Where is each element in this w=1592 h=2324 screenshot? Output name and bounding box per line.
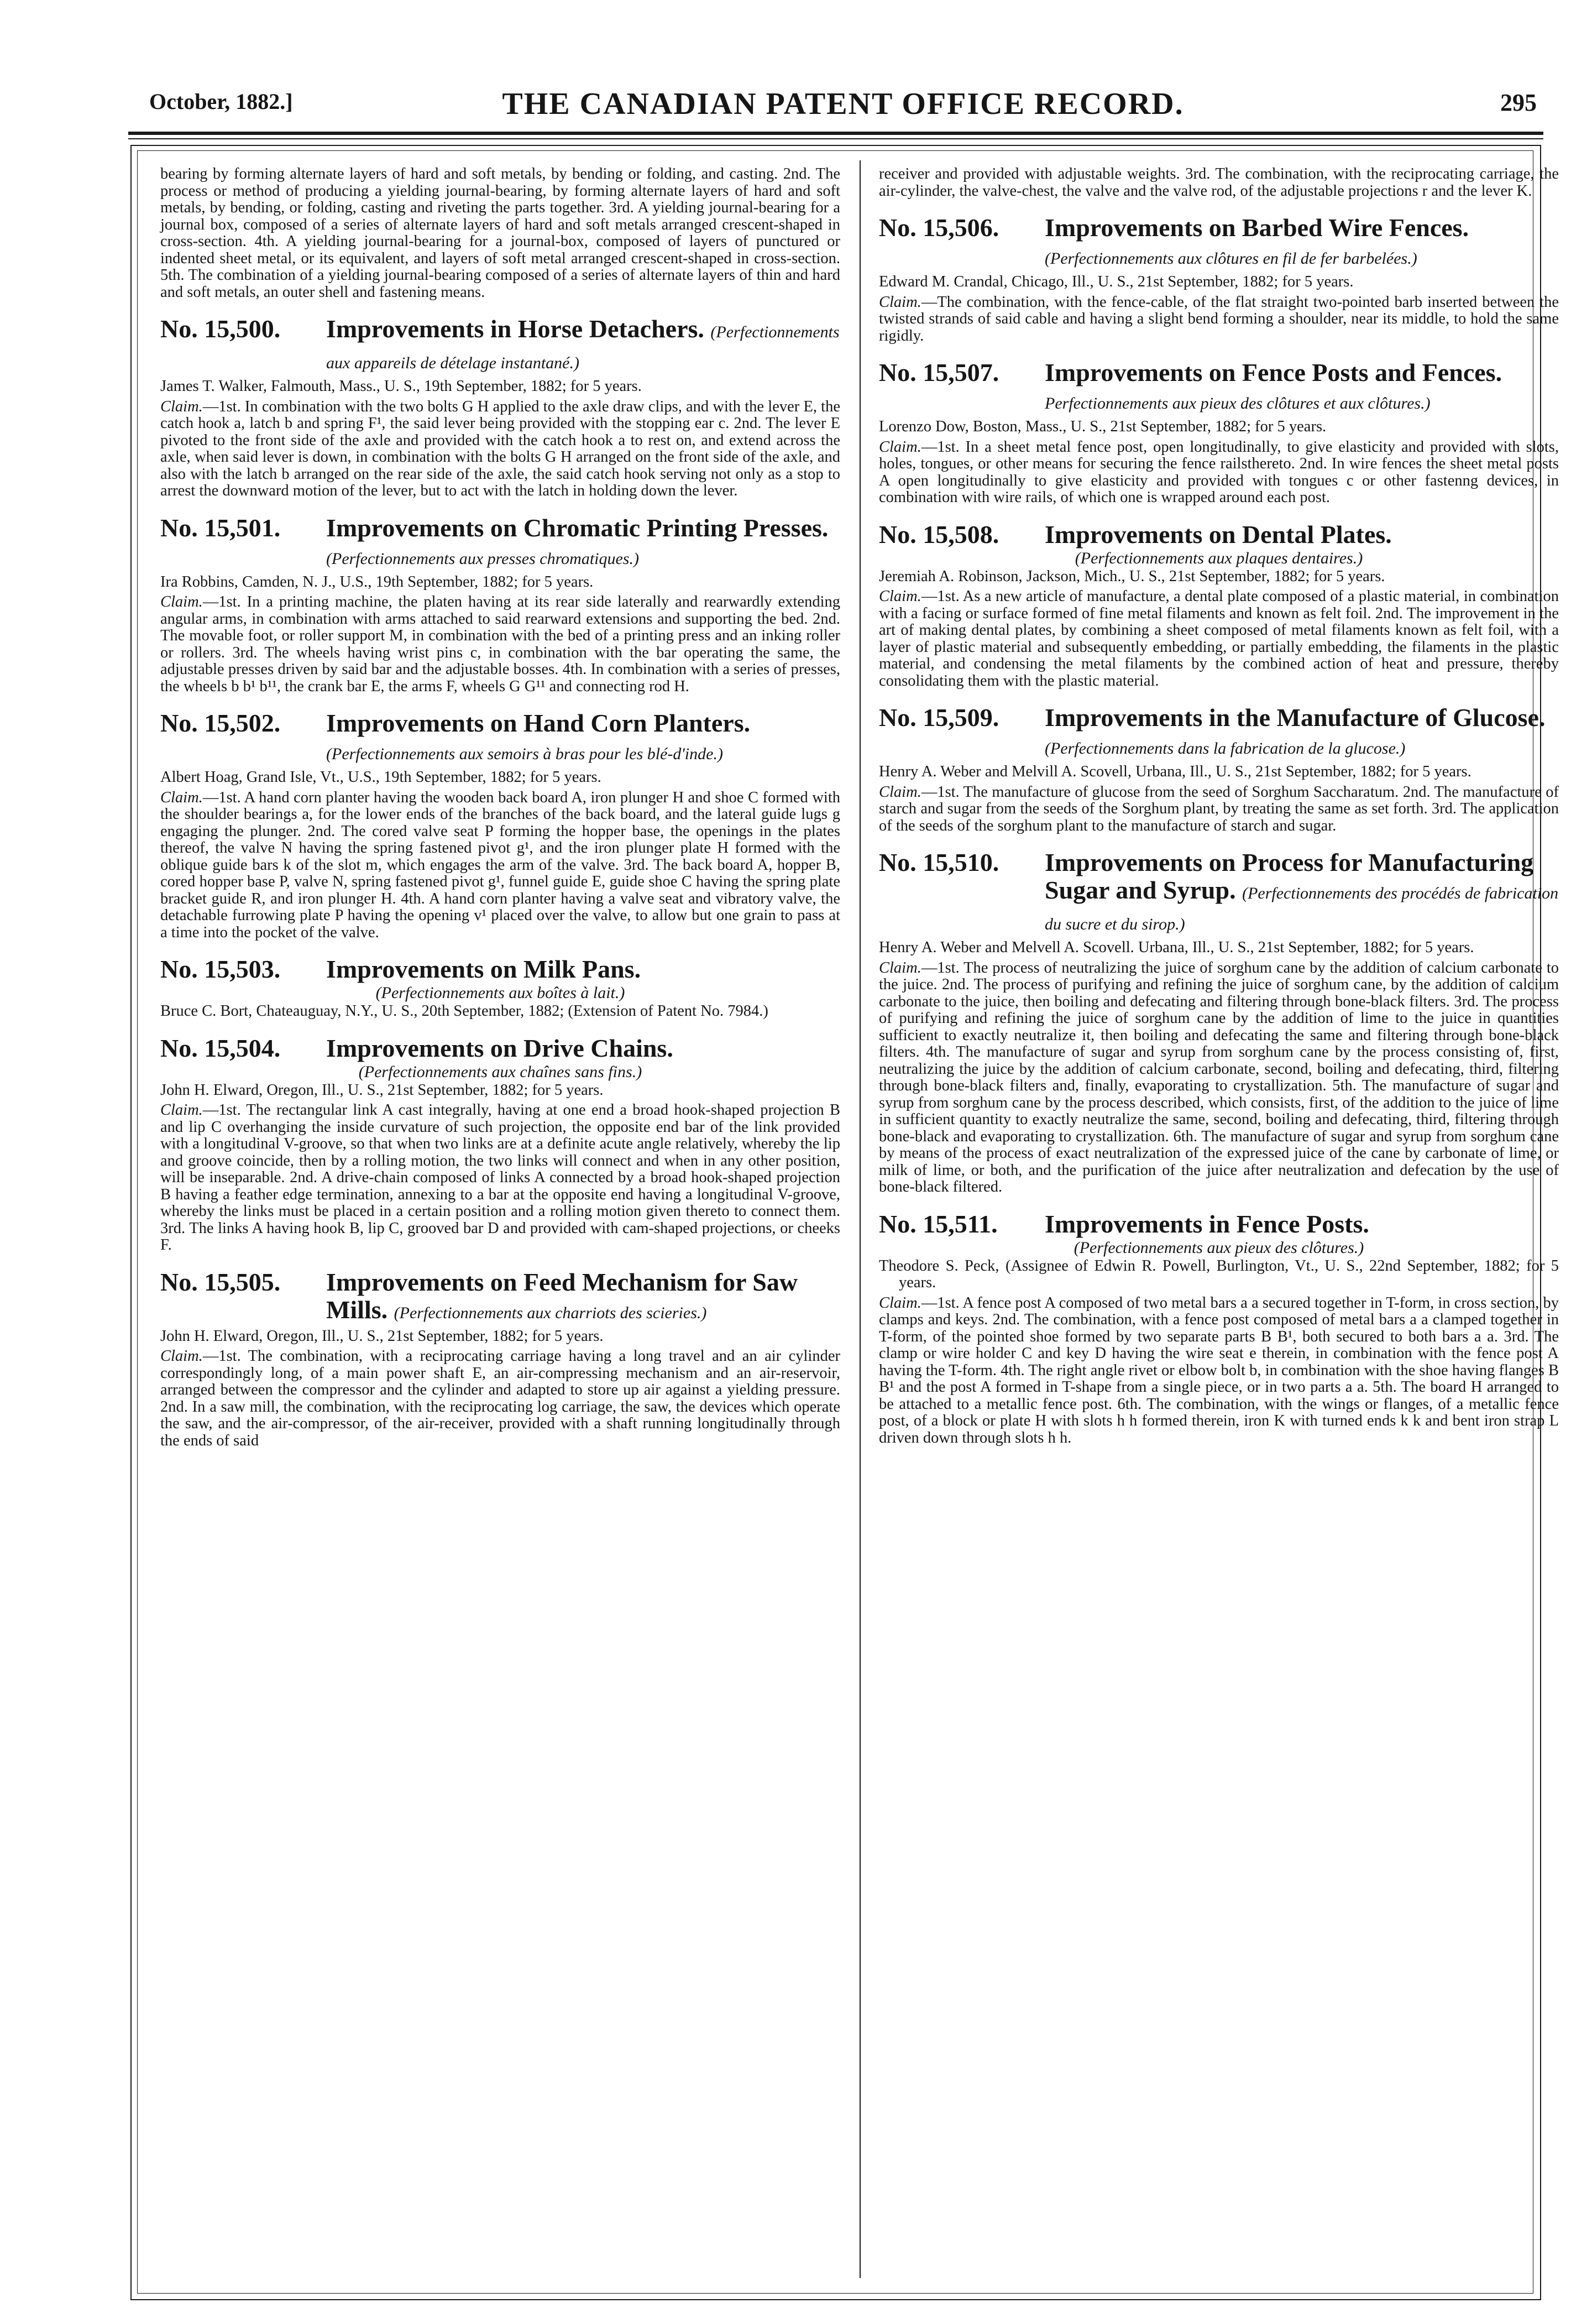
patent-byline: Edward M. Crandal, Chicago, Ill., U. S., 21st September, 1882; for 5 years. — [879, 273, 1354, 290]
patent-title: Improvements in Fence Posts. — [1045, 1209, 1369, 1238]
patent-byline: Henry A. Weber and Melvill A. Scovell, Urbana, Ill., U. S., 21st September, 1882; for 5 years. — [879, 763, 1471, 780]
patent-title: Improvements on Chromatic Printing Presses. — [326, 513, 829, 542]
patent-title: Improvements on Milk Pans. — [326, 955, 641, 983]
claim-text: —1st. In combination with the two bolts G H applied to the axle draw clips, and with the lever E, the catch hook a, latch b and spring F¹, the said lever being provided with the stopping ear c. 2nd. The lever E pivoted to the front side of the axle and provided with the catch hook a to rest on, and extend across the axle, when said lever is down, in combination with the bolts G H arranged on the front side of the axle, and also with the latch b arranged on the rear side of the axle, the said catch hook serving not only as a stop to arrest the downward motion of the lever, but to act with the latch in holding down the lever. — [160, 398, 840, 499]
patent-title: Improvements on Process for Manufacturing Sugar and Syrup. — [1045, 848, 1534, 904]
journal-title: THE CANADIAN PATENT OFFICE RECORD. — [502, 87, 1184, 121]
claim-label: Claim. — [879, 588, 921, 605]
patent-claim — [160, 594, 840, 695]
patent-entry-15502 — [160, 709, 840, 941]
patent-entry-15506 — [879, 214, 1559, 344]
patent-byline: Jeremiah A. Robinson, Jackson, Mich., U. S., 21st September, 1882; for 5 years. — [879, 567, 1385, 585]
claim-label: Claim. — [160, 1101, 203, 1119]
claim-text: —1st. The process of neutralizing the juice of sorghum cane by the addition of calcium carbonate to the juice. 2nd. The process of purifying and refining the juice of sorghum cane, by the addition of calcium carbonate to the juice, then boiling and defecating and filtering through bone-black filters. 3rd. The process of purifying and refining the juice of sorghum cane by the addition of lime to the juice in quantities sufficient to exactly neutralize it, then boiling and defecating the same and filtering through bone-black filters. 4th. The manufacture of sugar and syrup from sorghum cane by the process consisting of, first, neutralizing the juice by the addition of calcium carbonate, second, boiling and defecating, third, filtering through bone-black filters and, finally, evaporating to crystallization. 5th. The manufacture of sugar and syrup from sorghum cane by the process described, which consists, first, of the addition to the juice of lime in sufficient quantity to exactly neutralize the same, second, boiling and defecating, third, filtering through bone-black and evaporating to crystallization. 6th. The manufacture of sugar and syrup from sorghum cane by means of the process of exact neutralization of the expressed juice of the cane by carbonate of lime, or milk of lime, or both, and the purification of the juice after neutralization and defecation by the use of bone-black filtered. — [879, 959, 1559, 1195]
patent-byline: Bruce C. Bort, Chateauguay, N.Y., U. S., 20th September, 1882; (Extension of Patent No. 7984.) — [160, 1002, 768, 1020]
patent-heading — [879, 849, 1559, 938]
claim-label: Claim. — [879, 783, 921, 801]
patent-entry-15508 — [879, 521, 1559, 690]
patent-heading — [160, 514, 840, 573]
patent-number: No. 15,506. — [879, 213, 999, 242]
column-divider — [860, 160, 861, 2278]
patent-title: Improvements on Hand Corn Planters. — [326, 709, 751, 737]
claim-text: —1st. A fence post A composed of two metal bars a a secured together in T-form, in cross section, by clamps and keys. 2nd. The combination, with a fence post composed of metal bars a a clamped together in T-form, of the pointed shoe formed by two separate parts B B¹, both secured to both bars a a. 3rd. The clamp or wire holder C and key D having the wire seat e therein, in combination with the fence post A having the T-form. 4th. The right angle rivet or elbow bolt b, in combination with the shoe having flanges B B¹ and the post A formed in T-shape from a single piece, or in two parts a a. 5th. The board H arranged to be attached to a metallic fence post. 6th. The combination, with the wings or flanges, of a metallic fence post, of a block or plate H with slots h h formed therein, iron K with turned ends k k and bent iron strap L driven down through slots h h. — [879, 1294, 1559, 1446]
claim-label: Claim. — [879, 438, 921, 456]
patent-claim — [879, 960, 1559, 1196]
patent-french-title: (Perfectionnements aux semoirs à bras pour les blé-d'inde.) — [326, 745, 723, 763]
claim-label: Claim. — [879, 1294, 921, 1312]
patent-french-title: (Perfectionnements aux pieux des clôtures.) — [1073, 1238, 1364, 1257]
patent-entry-15507 — [879, 359, 1559, 506]
patent-french-title: (Perfectionnements aux clôtures en fil de fer barbelées.) — [1045, 249, 1417, 268]
patent-french-title: (Perfectionnements dans la fabrication de la glucose.) — [1045, 739, 1406, 758]
patent-heading — [879, 214, 1559, 273]
claim-text: —1st. The combination, with a reciprocating carriage having a long travel and an air cylinder correspondingly long, of a main power shaft E, an air-compressing mechanism and an air-reservoir, arranged between the compressor and the cylinder and adapted to store up air against a yielding pressure. 2nd. In a saw mill, the combination, with the reciprocating log carriage, the saw, the devices which operate the saw, and the air-compressor, of the air-receiver, provided with a shaft running longitudinally through the ends of said — [160, 1348, 840, 1449]
claim-text: —1st. In a sheet metal fence post, open longitudinally, to give elasticity and provided with slots, holes, tongues, or other means for securing the fence railsthereto. 2nd. In wire fences the sheet metal posts A open longitudinally to give elasticity and provided with tongues c or other fastenng devices, in combination with wire rails, of which one is wrapped around each post. — [879, 438, 1559, 506]
patent-claim — [879, 1295, 1559, 1447]
patent-french-title: (Perfectionnements aux boîtes à lait.) — [375, 984, 625, 1002]
patent-french-title: (Perfectionnements aux charriots des scieries.) — [394, 1303, 707, 1322]
patent-number: No. 15,509. — [879, 703, 999, 732]
page-number: 295 — [1500, 89, 1537, 116]
patent-byline: John H. Elward, Oregon, Ill., U. S., 21st September, 1882; for 5 years. — [160, 1327, 604, 1345]
patent-french-title: Perfectionnements aux pieux des clôtures et aux clôtures.) — [1045, 394, 1431, 412]
patent-entry-15510 — [879, 849, 1559, 1196]
patent-entry-15511 — [879, 1210, 1559, 1447]
patent-claim — [879, 588, 1559, 690]
patent-title: Improvements in the Manufacture of Glucose. — [1045, 703, 1546, 732]
patent-claim — [160, 1102, 840, 1254]
claim-text: —1st. The rectangular link A cast integrally, having at one end a broad hook-shaped projection B and lip C overhanging the inside curvature of such projection, the opposite end bar of the link provided with a longitudinal V-groove, so that when two links are at a definite acute angle relatively, whereby the lip and groove coincide, then by a rolling motion, the two links will connect and when in any other position, will be inseparable. 2nd. A drive-chain composed of links A connected by a broad hook-shaped projection B having a feather edge termination, annexing to a bar at the opposite end having a longitudinal V-groove, whereby the links must be placed in a certain position and a rolling motion given thereto to connect them. 3rd. The links A having hook B, lip C, grooved bar D and provided with cam-shaped projections, or cheeks F. — [160, 1101, 840, 1254]
patent-heading — [879, 1210, 1559, 1238]
patent-heading — [879, 704, 1559, 763]
claim-text: —1st. A hand corn planter having the wooden back board A, iron plunger H and shoe C formed with the shoulder bearings a, for the lower ends of the branches of the back board, and the lateral guide lugs g engaging the plunger. 2nd. The cored valve seat P forming the hopper base, the openings in the plates thereof, the valve N having the spring fastened pivot g¹, and the iron plunger plate H formed with the oblique guide bars k of the slot m, which engages the arm of the valve. 3rd. The back board A, hopper B, cored hopper base P, valve N, spring fastened pivot g¹, funnel guide E, guide shoe C having the spring plate bracket guide R, and iron plunger H. 4th. A hand corn planter having a valve seat and vibratory valve, the detachable furrowing plate P having the opening v¹ placed over the valve, to allow but one grain to pass at a time into the pocket of the valve. — [160, 788, 840, 941]
patent-byline: Theodore S. Peck, (Assignee of Edwin R. Powell, Burlington, Vt., U. S., 22nd September, 1882; for 5 years. — [879, 1257, 1559, 1291]
claim-label: Claim. — [160, 398, 203, 415]
patent-number: No. 15,503. — [160, 955, 281, 983]
claim-text: —1st. The manufacture of glucose from the seed of Sorghum Saccharatum. 2nd. The manufacture of starch and sugar from the seeds of the Sorghum plant, by treating the same as set forth. 3rd. The application of the seeds of the sorghum plant to the manufacture of starch and sugar. — [879, 783, 1559, 834]
patent-byline: James T. Walker, Falmouth, Mass., U. S., 19th September, 1882; for 5 years. — [160, 378, 642, 395]
header-rule-thin — [128, 138, 1543, 139]
patent-claim — [160, 1348, 840, 1449]
patent-byline: Albert Hoag, Grand Isle, Vt., U.S., 19th September, 1882; for 5 years. — [160, 769, 601, 786]
continuation-text: bearing by forming alternate layers of hard and soft metals, by bending or folding, and casting. 2nd. The process or method of producing a yielding journal-bearing, by forming alternate layers of hard and soft metals, by bending, or folding, casting and riveting the parts together. 3rd. A yielding journal-bearing for a journal box, composed of a series of alternate layers of hard and soft metals arranged crescent-shaped in cross-section. 4th. A yielding journal-bearing for a journal-box, composed of layers of punctured or indented sheet metal, or its equivalent, and layers of soft metal arranged crescent-shaped in cross-section. 5th. The combination of a yielding journal-bearing composed of a series of alternate layers of thin and hard and soft metals, an outer shell and fastening means. — [160, 165, 840, 301]
patent-claim — [879, 439, 1559, 506]
patent-entry-15501 — [160, 514, 840, 696]
patent-title: Improvements on Feed Mechanism for Saw Mills. — [326, 1267, 798, 1324]
patent-heading — [879, 359, 1559, 417]
patent-entry-15504 — [160, 1035, 840, 1254]
patent-number: No. 15,505. — [160, 1267, 281, 1296]
claim-label: Claim. — [879, 959, 921, 976]
patent-french-title: (Perfectionnements aux plaques dentaires.) — [1075, 549, 1363, 567]
patent-number: No. 15,500. — [160, 315, 281, 343]
patent-french-title: (Perfectionnements des procédés de fabrication du sucre et du sirop.) — [1045, 884, 1559, 933]
patent-title: Improvements on Barbed Wire Fences. — [1045, 213, 1469, 242]
patent-claim — [160, 399, 840, 500]
patent-title: Improvements on Fence Posts and Fences. — [1045, 358, 1502, 387]
patent-number: No. 15,511. — [879, 1209, 998, 1238]
claim-text: —1st. In a printing machine, the platen having at its rear side laterally and rearwardly extending angular arms, in combination with arms attached to said rearward extensions and supporting the bed. 2nd. The movable foot, or roller support M, in combination with the bed of a printing press and an inking roller or rollers. 3rd. The wheels having wrist pins c, in combination with the bar operating the same, the adjustable presses driven by said bar and the adjustable bosses. 4th. In combination with a series of presses, the wheels b b¹ b¹¹, the crank bar E, the arms F, wheels G G¹¹ and connecting rod H. — [160, 593, 840, 695]
patent-number: No. 15,510. — [879, 848, 999, 876]
patent-french-title: (Perfectionnements aux chaînes sans fins.) — [358, 1062, 642, 1081]
patent-claim — [879, 294, 1559, 345]
patent-number: No. 15,502. — [160, 709, 281, 737]
claim-text: —1st. As a new article of manufacture, a dental plate composed of a plastic material, in combination with a facing or surface formed of fine metal filaments and known as felt foil. 2nd. The improvement in the art of making dental plates, by combining a sheet composed of metal filaments known as felt foil, with a layer of plastic material and subsequently embedding, or partially embedding, the filaments in the plastic material, and condensing the metal filaments by the combined action of heat and pressure, thereby consolidating them with the plastic material. — [879, 588, 1559, 690]
patent-french-title: (Perfectionnements aux presses chromatiques.) — [326, 549, 639, 568]
patent-heading — [160, 315, 840, 377]
patent-number: No. 15,504. — [160, 1033, 281, 1062]
patent-title: Improvements in Horse Detachers. — [326, 315, 704, 343]
patent-byline: Ira Robbins, Camden, N. J., U.S., 19th September, 1882; for 5 years. — [160, 573, 594, 591]
claim-label: Claim. — [160, 1348, 203, 1365]
patent-byline: Lorenzo Dow, Boston, Mass., U. S., 21st September, 1882; for 5 years. — [879, 418, 1327, 435]
patent-claim — [160, 790, 840, 942]
patent-entry-15509 — [879, 704, 1559, 834]
continuation-text: receiver and provided with adjustable weights. 3rd. The combination, with the reciprocating carriage, the air-cylinder, the valve-chest, the valve and the valve rod, of the adjustable projections r and the lever K. — [879, 165, 1559, 200]
patent-heading — [160, 1035, 840, 1062]
patent-heading — [879, 521, 1559, 549]
patent-number: No. 15,508. — [879, 520, 999, 549]
claim-text: —The combination, with the fence-cable, of the flat straight two-pointed barb inserted between the twisted strands of said cable and having a slight bend forming a shoulder, near its middle, to hold the same rigidly. — [879, 293, 1559, 344]
patent-number: No. 15,501. — [160, 513, 281, 542]
patent-number: No. 15,507. — [879, 358, 999, 387]
right-column — [879, 166, 1559, 1448]
patent-byline: John H. Elward, Oregon, Ill., U. S., 21st September, 1882; for 5 years. — [160, 1081, 604, 1099]
patent-french-title: (Perfectionnements aux appareils de dételage instantané.) — [326, 323, 840, 372]
patent-entry-15500 — [160, 315, 840, 500]
claim-label: Claim. — [879, 293, 921, 311]
patent-byline: Henry A. Weber and Melvell A. Scovell. Urbana, Ill., U. S., 21st September, 1882; for 5 years. — [879, 939, 1474, 956]
patent-entry-15503 — [160, 955, 840, 1020]
patent-heading — [160, 709, 840, 768]
left-column — [160, 166, 840, 1450]
header-rule-thick — [128, 132, 1543, 135]
claim-label: Claim. — [160, 788, 203, 806]
patent-entry-15505 — [160, 1268, 840, 1450]
patent-title: Improvements on Drive Chains. — [326, 1033, 673, 1062]
patent-claim — [879, 784, 1559, 835]
patent-title: Improvements on Dental Plates. — [1045, 520, 1392, 549]
running-header — [149, 66, 1537, 122]
claim-label: Claim. — [160, 593, 203, 610]
patent-heading — [160, 1268, 840, 1327]
patent-heading — [160, 955, 840, 983]
header-date: October, 1882.] — [149, 89, 293, 114]
